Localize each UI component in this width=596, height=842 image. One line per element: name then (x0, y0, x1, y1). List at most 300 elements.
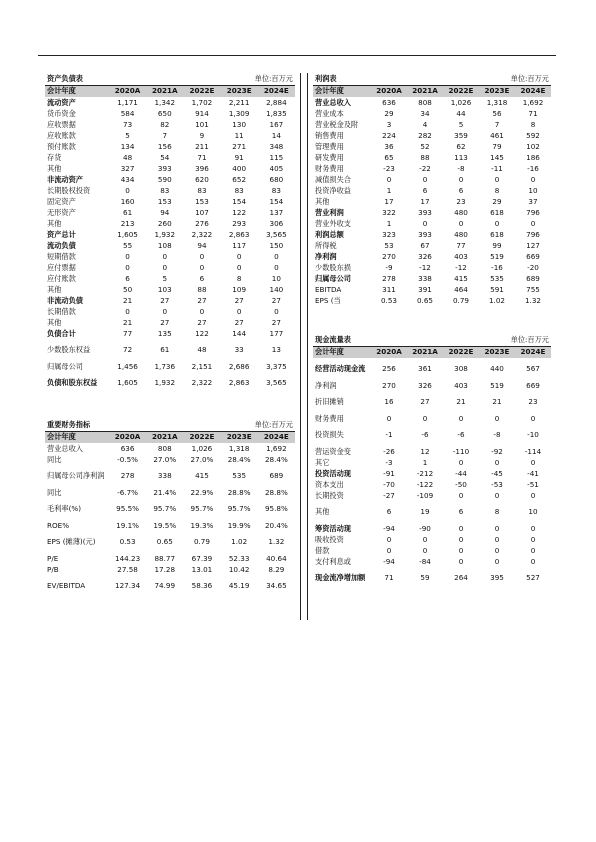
cell-value: 127 (526, 240, 540, 250)
row-label: 利润总额 (315, 229, 344, 239)
cell-value: 122 (232, 207, 247, 217)
right-divider (307, 73, 308, 620)
table-row (45, 141, 295, 152)
cell-value: 2,884 (266, 97, 287, 107)
cell-value: 61 (160, 345, 170, 355)
column-header-year: 2020A (109, 85, 146, 97)
cell-value: 519 (490, 251, 504, 261)
cell-value: 338 (418, 273, 432, 283)
table-row (313, 457, 551, 468)
table-title: 资产负债表 (45, 73, 183, 85)
table-row (313, 240, 551, 251)
row-label: 应收票据 (47, 119, 76, 129)
column-header-year: 2020A (371, 85, 407, 97)
cell-value: 55 (123, 240, 133, 250)
cell-value: -22 (419, 163, 431, 173)
key-indicators-table (45, 419, 295, 597)
cell-value: 19.1% (116, 520, 140, 530)
column-header-label: 会计年度 (313, 85, 371, 97)
table-row (313, 545, 551, 556)
cell-value: 12 (420, 446, 430, 456)
cell-value: 108 (157, 240, 172, 250)
cell-value: 0 (236, 306, 242, 316)
cell-value: 27 (197, 295, 207, 305)
table-row (313, 380, 551, 391)
cell-value: 145 (490, 152, 504, 162)
cell-value: 19.3% (190, 520, 214, 530)
cell-value: -6 (421, 430, 429, 440)
cell-value: 16 (384, 397, 394, 407)
cell-value: -26 (383, 446, 395, 456)
cell-value: 160 (120, 196, 135, 206)
table-row (313, 229, 551, 240)
table-header-row (45, 85, 295, 97)
cell-value: 2,211 (228, 97, 250, 107)
cell-value: 6 (386, 507, 392, 517)
table-row (45, 454, 295, 465)
cell-value: 0 (494, 556, 500, 566)
cell-value: -41 (527, 468, 539, 478)
cell-value: 689 (269, 471, 284, 481)
row-label: 无形资产 (47, 207, 76, 217)
cell-value: 150 (269, 240, 284, 250)
row-label: 营业外收支 (315, 218, 351, 228)
table-row (45, 498, 295, 520)
cell-value: 3,565 (266, 378, 287, 388)
cell-value: 592 (526, 130, 540, 140)
cell-value: 0 (458, 174, 464, 184)
left-divider (300, 73, 301, 620)
cell-value: 21.4% (153, 487, 177, 497)
cell-value: 1.32 (268, 537, 285, 547)
row-label: 应付票据 (47, 262, 76, 272)
table-row (313, 163, 551, 174)
cell-value: 8.29 (268, 564, 285, 574)
cell-value: 270 (382, 380, 396, 390)
cell-value: 618 (490, 229, 504, 239)
column-header-year: 2024E (258, 85, 295, 97)
cell-value: 0.65 (156, 537, 173, 547)
cell-value: 327 (120, 163, 135, 173)
cell-value: 27 (234, 317, 244, 327)
cell-value: 13.01 (191, 564, 213, 574)
cell-value: 101 (195, 119, 209, 129)
cell-value: 17.28 (154, 564, 176, 574)
cell-value: 0 (530, 545, 536, 555)
table-row (313, 130, 551, 141)
cell-value: 0 (125, 185, 130, 195)
column-header-year: 2022E (183, 85, 220, 97)
balance-sheet-table (45, 73, 295, 394)
cell-value: 0 (422, 534, 428, 544)
cell-value: 1 (386, 185, 392, 195)
cell-value: 1,692 (522, 97, 544, 107)
row-label: 经营活动现金流 (315, 364, 366, 374)
cell-value: 519 (490, 380, 504, 390)
cell-value: 62 (456, 141, 466, 151)
table-row (313, 97, 551, 108)
cell-value: 415 (454, 273, 468, 283)
cell-value: -8 (457, 163, 465, 173)
cell-value: -110 (452, 446, 470, 456)
cell-value: 27 (160, 295, 170, 305)
cell-value: 44 (456, 108, 466, 118)
row-label: 应收账款 (47, 130, 76, 140)
column-header-year: 2020A (109, 431, 146, 443)
cell-value: 53 (384, 240, 394, 250)
cell-value: 0 (530, 523, 536, 533)
cell-value: 326 (418, 380, 432, 390)
cell-value: 213 (120, 218, 135, 228)
cell-value: 71 (528, 108, 538, 118)
cell-value: 323 (382, 229, 396, 239)
table-title-row (45, 419, 295, 431)
table-row (313, 185, 551, 196)
cell-value: 154 (269, 196, 284, 206)
cell-value: 71 (197, 152, 207, 162)
table-row (313, 218, 551, 229)
row-label: EPS (摊薄)(元) (47, 537, 96, 547)
key-indicators-panel (45, 419, 295, 597)
cell-value: 19.5% (153, 520, 177, 530)
cell-value: -92 (491, 446, 503, 456)
cell-value: 77 (123, 328, 133, 338)
row-label: 吸收投资 (315, 534, 344, 544)
row-label: 短期借款 (47, 251, 76, 261)
row-label: 投资损失 (315, 430, 344, 440)
cell-value: 2,863 (228, 378, 250, 388)
row-label: 负债和股东权益 (47, 378, 98, 388)
cell-value: 21 (456, 397, 466, 407)
table-row (313, 413, 551, 424)
cash-flow-panel (313, 334, 551, 589)
table-row (45, 443, 295, 454)
cell-value: 0 (236, 262, 242, 272)
cell-value: 434 (120, 174, 135, 184)
cell-value: 34 (420, 108, 430, 118)
cell-value: 0 (494, 523, 500, 533)
column-header-year: 2022E (443, 85, 479, 97)
cell-value: 127.34 (115, 581, 141, 591)
table-row (313, 295, 551, 306)
row-label: 少数股东损 (315, 262, 351, 272)
cell-value: 154 (232, 196, 247, 206)
cell-value: 669 (526, 380, 540, 390)
cell-value: 1.02 (488, 295, 505, 305)
cell-value: 689 (526, 273, 540, 283)
cell-value: 914 (195, 108, 209, 118)
header-rule (38, 55, 556, 56)
cell-value: 83 (197, 185, 207, 195)
cell-value: 0.79 (452, 295, 469, 305)
cell-value: -1 (385, 430, 393, 440)
cell-value: 27.0% (153, 454, 177, 464)
cell-value: 135 (157, 328, 172, 338)
cell-value: 391 (418, 284, 432, 294)
cell-value: 0 (530, 457, 536, 467)
table-row (313, 196, 551, 207)
row-label: 其他 (315, 507, 330, 517)
row-label: 折旧摊销 (315, 397, 344, 407)
column-header-year: 2023E (221, 431, 258, 443)
row-label: 同比 (47, 487, 62, 497)
cell-value: 282 (418, 130, 432, 140)
cell-value: 140 (269, 284, 284, 294)
cell-value: 1,736 (154, 361, 176, 371)
cell-value: -11 (491, 163, 503, 173)
cell-value: 464 (454, 284, 468, 294)
cell-value: 8 (530, 119, 536, 129)
cell-value: 23 (456, 196, 466, 206)
column-header-year: 2021A (407, 346, 443, 358)
cell-value: 440 (490, 364, 504, 374)
cell-value: 0 (386, 174, 392, 184)
cell-value: 56 (492, 108, 502, 118)
table-header-row (313, 346, 551, 358)
cell-value: 2,322 (191, 229, 213, 239)
table-row (313, 152, 551, 163)
cell-value: 293 (232, 218, 247, 228)
cell-value: 0 (274, 262, 279, 272)
cell-value: -114 (524, 446, 542, 456)
cell-value: 6 (458, 185, 464, 195)
cell-value: -44 (455, 468, 467, 478)
cell-value: 67 (420, 240, 430, 250)
cell-value: 1 (422, 457, 428, 467)
cell-value: 17 (420, 196, 430, 206)
cell-value: 271 (232, 141, 247, 151)
cell-value: 480 (454, 229, 468, 239)
cell-value: 17 (384, 196, 394, 206)
cell-value: -51 (527, 479, 539, 489)
cell-value: 260 (157, 218, 172, 228)
cell-value: 308 (454, 364, 468, 374)
row-label: 营运资金变 (315, 446, 351, 456)
cell-value: 306 (269, 218, 284, 228)
cell-value: -212 (416, 468, 434, 478)
cell-value: 0 (458, 545, 464, 555)
table-row (313, 174, 551, 185)
cell-value: 652 (232, 174, 247, 184)
column-header-label: 会计年度 (313, 346, 371, 358)
cell-value: 82 (160, 119, 170, 129)
row-label: 减值损失合 (315, 174, 351, 184)
cell-value: 144 (232, 328, 247, 338)
cell-value: 1.32 (524, 295, 541, 305)
cell-value: 270 (382, 251, 396, 261)
cell-value: 102 (526, 141, 540, 151)
table-row (45, 218, 295, 229)
cell-value: 400 (232, 163, 247, 173)
table-row (313, 479, 551, 490)
cell-value: 393 (418, 207, 432, 217)
table-row (45, 328, 295, 339)
cell-value: -50 (455, 479, 467, 489)
cell-value: 2,322 (191, 378, 213, 388)
table-row (45, 487, 295, 498)
cell-value: 808 (157, 443, 172, 453)
cell-value: 3,565 (266, 229, 287, 239)
row-label: 归属母公司净利润 (47, 471, 105, 481)
cell-value: 0 (458, 534, 464, 544)
cell-value: -3 (385, 457, 393, 467)
cell-value: -16 (527, 163, 539, 173)
cell-value: 1,932 (154, 378, 176, 388)
cell-value: 348 (269, 141, 284, 151)
cell-value: 361 (418, 364, 432, 374)
cell-value: 88 (197, 284, 207, 294)
cell-value: 405 (269, 163, 284, 173)
cell-value: 71 (384, 573, 394, 583)
row-label: 负债合计 (47, 328, 76, 338)
cell-value: -53 (491, 479, 503, 489)
cell-value: -10 (527, 430, 539, 440)
cell-value: 28.4% (227, 454, 251, 464)
column-header-label: 会计年度 (45, 431, 109, 443)
row-label: ROE% (47, 520, 70, 530)
cell-value: 130 (232, 119, 247, 129)
cell-value: 6 (199, 273, 205, 283)
table-row (313, 523, 551, 534)
table-row (313, 446, 551, 457)
cell-value: 4 (422, 119, 428, 129)
unit-label: 单位:百万元 (443, 73, 551, 85)
cell-value: 88.77 (154, 553, 176, 563)
cell-value: 1,309 (228, 108, 250, 118)
cell-value: 1,605 (117, 378, 138, 388)
cell-value: 0 (125, 251, 130, 261)
table-row (45, 229, 295, 240)
cell-value: 636 (120, 443, 135, 453)
column-header-year: 2020A (371, 346, 407, 358)
cell-value: 19 (420, 507, 430, 517)
table-row (313, 490, 551, 501)
table-row (313, 141, 551, 152)
cell-value: 1,456 (117, 361, 138, 371)
cell-value: 77 (456, 240, 466, 250)
table-row (313, 567, 551, 589)
table-row (45, 575, 295, 597)
column-header-year: 2021A (146, 85, 183, 97)
row-label: P/E (47, 553, 59, 563)
cell-value: 590 (157, 174, 172, 184)
row-label: 管理费用 (315, 141, 344, 151)
cell-value: 0 (386, 413, 392, 423)
cell-value: 40.64 (266, 553, 287, 563)
cell-value: -91 (383, 468, 395, 478)
cell-value: 5 (125, 130, 130, 140)
cell-value: -90 (419, 523, 431, 533)
table-row (45, 273, 295, 284)
row-label: 支付利息或 (315, 556, 351, 566)
cell-value: 6 (422, 185, 428, 195)
cell-value: 7 (162, 130, 168, 140)
cell-value: 796 (526, 207, 540, 217)
balance-sheet-panel (45, 73, 295, 394)
cell-value: 0 (125, 306, 130, 316)
cell-value: 0.53 (380, 295, 397, 305)
cell-value: 0 (530, 218, 536, 228)
cell-value: 0 (458, 490, 464, 500)
cell-value: 8 (494, 507, 500, 517)
cell-value: 48 (197, 345, 207, 355)
cell-value: 167 (269, 119, 284, 129)
row-label: 研发费用 (315, 152, 344, 162)
cell-value: 99 (492, 240, 502, 250)
table-title-row (313, 334, 551, 346)
cell-value: 83 (271, 185, 281, 195)
cell-value: -94 (383, 523, 395, 533)
cell-value: -84 (419, 556, 431, 566)
cell-value: 1,171 (117, 97, 138, 107)
cell-value: 2,686 (228, 361, 250, 371)
cell-value: 153 (157, 196, 172, 206)
cell-value: 117 (232, 240, 247, 250)
row-label: 长期借款 (47, 306, 76, 316)
row-label: 现金流净增加额 (315, 573, 366, 583)
column-header-year: 2021A (407, 85, 443, 97)
cell-value: 0 (494, 545, 500, 555)
cell-value: 153 (195, 196, 209, 206)
row-label: 其他 (315, 196, 330, 206)
cell-value: 95.7% (190, 504, 214, 514)
cell-value: 359 (454, 130, 468, 140)
cell-value: -6 (457, 430, 465, 440)
cell-value: 91 (234, 152, 244, 162)
cell-value: 1,342 (154, 97, 176, 107)
cell-value: 278 (382, 273, 396, 283)
column-header-year: 2022E (443, 346, 479, 358)
table-row (45, 240, 295, 251)
column-header-label: 会计年度 (45, 85, 109, 97)
cell-value: -0.5% (117, 454, 139, 464)
table-row (313, 391, 551, 413)
table-row (45, 520, 295, 531)
cell-value: 326 (418, 251, 432, 261)
cell-value: 461 (490, 130, 504, 140)
row-label: 其他 (47, 218, 62, 228)
cell-value: 29 (492, 196, 502, 206)
cell-value: 0 (199, 262, 205, 272)
cell-value: 28.8% (227, 487, 251, 497)
cell-value: 22.9% (190, 487, 214, 497)
income-statement-table (313, 73, 551, 306)
cell-value: 567 (526, 364, 540, 374)
cell-value: 591 (490, 284, 504, 294)
table-row (45, 130, 295, 141)
cell-value: 95.5% (116, 504, 140, 514)
row-label: 营业成本 (315, 108, 344, 118)
cell-value: 650 (157, 108, 172, 118)
table-row (45, 295, 295, 306)
cell-value: 52 (420, 141, 430, 151)
cell-value: 21 (123, 317, 133, 327)
column-header-year: 2023E (479, 346, 515, 358)
cell-value: -45 (491, 468, 503, 478)
cell-value: 3,375 (266, 361, 287, 371)
row-label: 所得税 (315, 240, 337, 250)
cell-value: 134 (120, 141, 135, 151)
cell-value: 396 (195, 163, 209, 173)
cell-value: 0 (236, 251, 242, 261)
cell-value: 395 (490, 573, 504, 583)
cell-value: 3 (386, 119, 392, 129)
cash-flow-table (313, 334, 551, 589)
cell-value: 0 (422, 413, 428, 423)
cell-value: 79 (492, 141, 502, 151)
table-row (313, 534, 551, 545)
cell-value: 0 (422, 174, 428, 184)
